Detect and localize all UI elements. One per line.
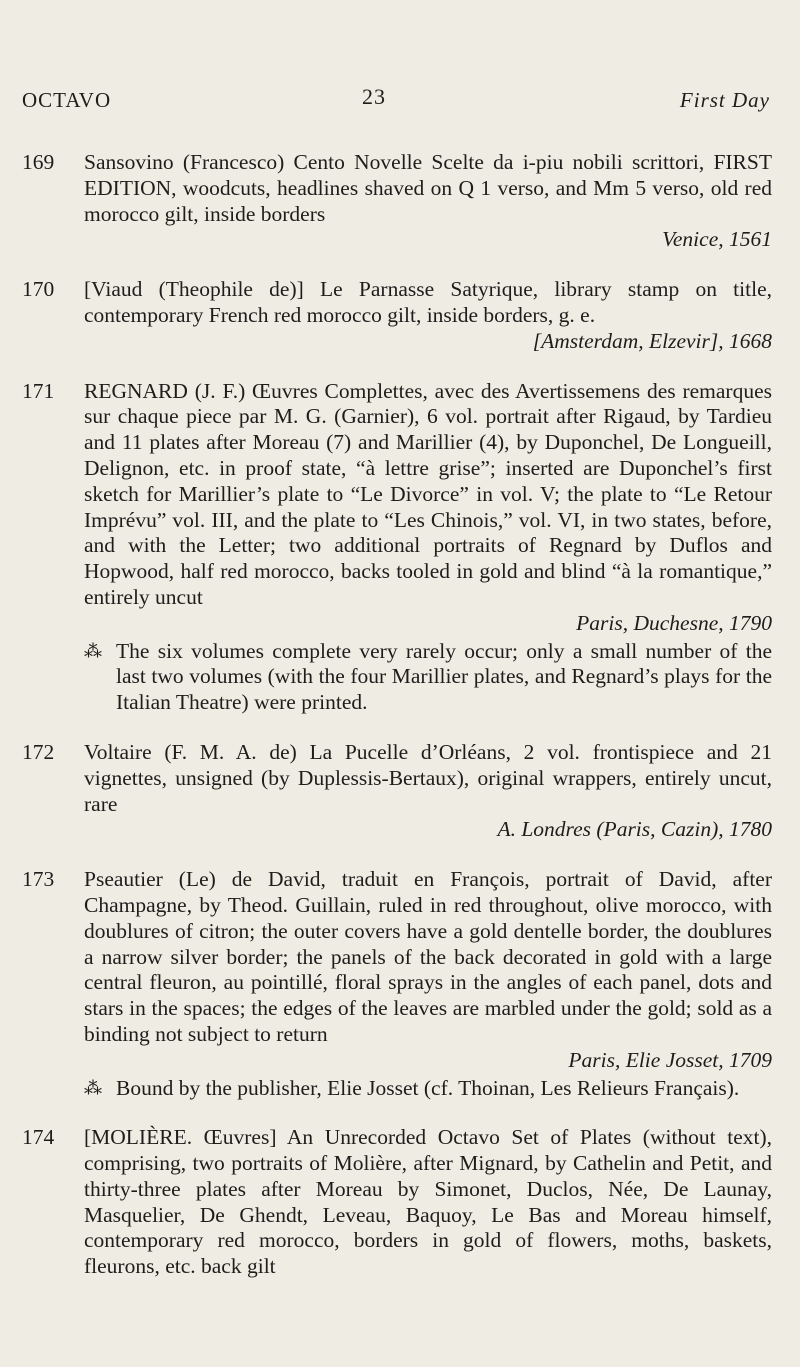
page-number: 23 [362,84,386,109]
lot-description: [Viaud (Theophile de)] Le Parnasse Satyrique, library stamp on title, contemporary French red morocco gilt, inside borders, g. e. [84,277,772,327]
lot-entry [22,379,772,716]
lot-description: Voltaire (F. M. A. de) La Pucelle d’Orléans, 2 vol. frontispiece and 21 vignettes, unsigned (by Duplessis-Bertaux), original wrappers, entirely uncut, rare [84,739,772,816]
lot-entry [22,1125,772,1280]
lot-note [84,1076,772,1102]
lot-imprint: A. Londres (Paris, Cazin), 1780 [497,817,772,842]
lot-entry [22,150,772,253]
header-section-title: OCTAVO [22,88,112,112]
lot-entry [22,867,772,1101]
lot-number: 172 [22,739,55,764]
lot-description: Pseautier (Le) de David, traduit en François, portrait of David, after Champagne, by Theod. Guillain, ruled in red throughout, olive morocco, with doublures of citron; the outer covers have a gold dentelle border, the doublures a narrow silver border; the panels of the back decorated in gold with a large central fleuron, au pointillé, floral sprays in the angles of each panel, dots and stars in the spaces; the edges of the leaves are marbled under the gold; sold as a binding not subject to return [84,867,772,1046]
lot-entry [22,277,772,354]
lot-number: 169 [22,150,55,174]
lot-entry [22,740,772,843]
lot-list [22,150,772,1304]
lot-description: [MOLIÈRE. Œuvres] An Unrecorded Octavo Set of Plates (without text), comprising, two portraits of Molière, after Mignard, by Cathelin and Petit, and thirty-three plates after Moreau by Simonet, Duclos, Née, De Launay, Masquelier, De Ghendt, Leveau, Baquoy, Le Bas and Moreau himself, contemporary red morocco, borders in gold of flowers, moths, baskets, fleurons, etc. back gilt [84,1125,772,1279]
lot-number: 171 [22,378,55,403]
lot-imprint: [Amsterdam, Elzevir], 1668 [532,328,772,353]
asterism-icon: ⁂ [84,1077,102,1098]
lot-description: Sansovino (Francesco) Cento Novelle Scelte da i-piu nobili scrittori, FIRST EDITION, woodcuts, headlines shaved on Q 1 verso, and Mm 5 verso, old red morocco gilt, inside borders [84,150,772,226]
lot-imprint: Venice, 1561 [662,227,772,252]
asterism-icon: ⁂ [84,640,102,661]
lot-description: REGNARD (J. F.) Œuvres Complettes, avec des Avertissemens des remarques sur chaque piece par M. G. (Garnier), 6 vol. portrait after Rigaud, by Tardieu and 11 plates after Moreau (7) and Marillier (4), by Duponchel, De Longueill, Delignon, etc. in proof state, “à lettre grise”; inserted are Duponchel’s first sketch for Marillier’s plate to “Le Divorce” in vol. V; the plate to “Le Retour Imprévu” vol. III, and the plate to “Les Chinois,” vol. VI, in two states, before, and with the Letter; two additional portraits of Regnard by Duflos and Hopwood, half red morocco, backs tooled in gold and blind “à la romantique,” entirely uncut [84,378,772,609]
lot-number: 174 [22,1125,55,1150]
header-day-title: First Day [679,88,770,112]
lot-imprint: Paris, Duchesne, 1790 [576,610,772,635]
lot-note-text: The six volumes complete very rarely occur; only a small number of the last two volumes (with the four Marillier plates, and Regnard’s plays for the Italian Theatre) were printed. [116,638,772,715]
lot-number: 170 [22,277,55,302]
lot-note [84,639,772,716]
lot-imprint: Paris, Elie Josset, 1709 [568,1047,772,1072]
lot-number: 173 [22,867,55,892]
page-header [22,84,770,116]
lot-note-text: Bound by the publisher, Elie Josset (cf. Thoinan, Les Relieurs Français). [116,1075,740,1100]
